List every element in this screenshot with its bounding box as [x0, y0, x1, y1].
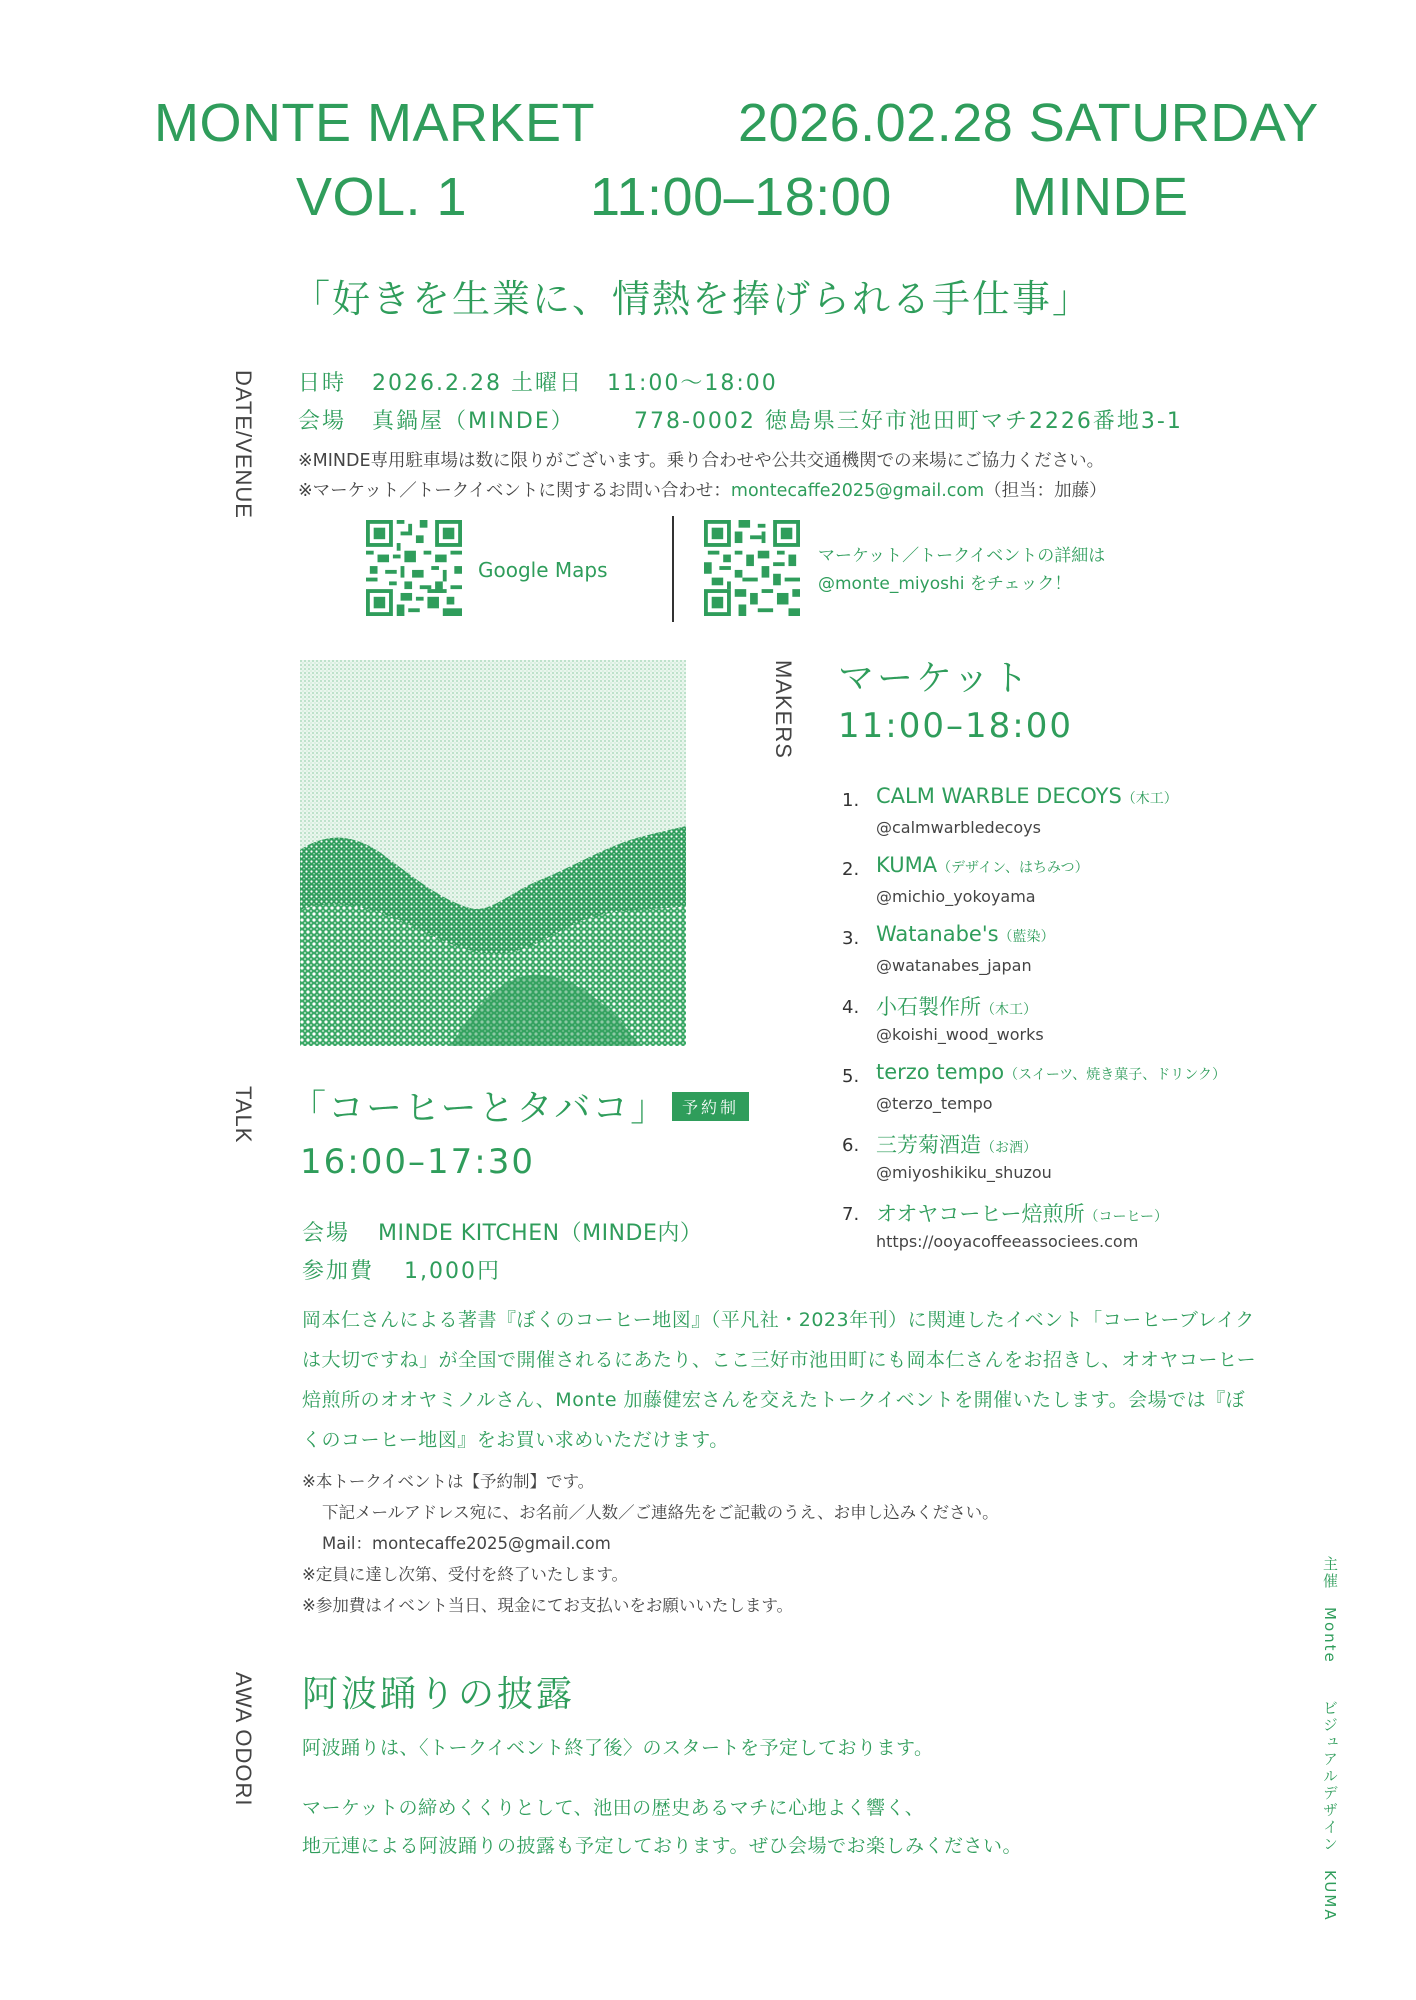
talk-title: 「コーヒーとタバコ」 — [290, 1088, 669, 1129]
venue-label: 会場 — [298, 409, 347, 434]
organizer-credit: 主催 Monte — [1321, 1556, 1339, 1664]
talk-fee-value: 1,000円 — [404, 1259, 501, 1284]
talk-venue-label: 会場 — [302, 1221, 351, 1246]
mountain-photo — [300, 660, 686, 1046]
maker-name — [876, 784, 1178, 808]
contact-email[interactable]: montecaffe2025@gmail.com — [730, 481, 985, 501]
maker-number: 2. — [842, 859, 860, 880]
maker-number: 6. — [842, 1135, 860, 1156]
venue-name: 真鍋屋（MINDE） — [372, 409, 575, 434]
maker-name — [876, 991, 1037, 1021]
maker-name — [876, 853, 1089, 877]
maker-name-text: 小石製作所 — [876, 995, 981, 1019]
qr-detail-line1: マーケット／トークイベントの詳細は — [818, 546, 1106, 566]
talk-time: 16:00–17:30 — [300, 1142, 535, 1182]
maker-name-text: KUMA — [876, 853, 938, 877]
maker-handle[interactable]: @michio_yokoyama — [876, 887, 1036, 906]
instagram-qr-code[interactable] — [704, 520, 800, 616]
maker-handle[interactable]: https://ooyacoffeeassociees.com — [876, 1232, 1139, 1251]
maker-category: （コーヒー） — [1084, 1209, 1168, 1225]
maker-name-text: CALM WARBLE DECOYS — [876, 784, 1122, 808]
talk-note-5: ※参加費はイベント当日、現金にてお支払いをお願いいたします。 — [302, 1596, 794, 1615]
maker-name — [876, 922, 1055, 946]
awa-odori-line3: 地元連による阿波踊りの披露も予定しております。ぜひ会場でお楽しみください。 — [302, 1835, 1022, 1857]
talk-note-2: 下記メールアドレス宛に、お名前／人数／ご連絡先をご記載のうえ、お申し込みください。 — [322, 1503, 999, 1522]
google-maps-qr-code[interactable] — [366, 520, 462, 616]
qr-detail-text — [818, 542, 1105, 598]
date-label: 日時 — [298, 371, 347, 396]
maker-handle[interactable]: @watanabes_japan — [876, 956, 1032, 975]
qr-divider — [672, 516, 674, 622]
maker-name-text: オオヤコーヒー焙煎所 — [876, 1202, 1085, 1226]
maker-category: （お酒） — [981, 1140, 1037, 1156]
section-label-talk: TALK — [231, 1086, 256, 1144]
talk-venue-value: MINDE KITCHEN（MINDE内） — [378, 1221, 703, 1246]
maker-category: （木工） — [1121, 791, 1178, 807]
maker-category: （デザイン、はちみつ） — [937, 860, 1089, 876]
maker-number: 3. — [842, 928, 860, 949]
event-venue: MINDE — [1012, 167, 1189, 227]
talk-description: 岡本仁さんによる著書『ぼくのコーヒー地図』（平凡社・2023年刊）に関連したイベント「コーヒーブレイクは大切ですね」が全国で開催されるにあたり、ここ三好市池田町にも岡本仁さんをお招きし、オオヤコーヒー焙煎所のオオヤミノルさん、Monte 加藤健宏さんを交えたトークイベントを開催いたします。会場では『ぼくのコーヒー地図』をお買い求めいただけます。 — [302, 1309, 1257, 1451]
tagline: 「好きを生業に、情熱を捧げられる手仕事」 — [292, 277, 1093, 321]
maker-category: （木工） — [981, 1002, 1037, 1018]
qr-detail-line2: @monte_miyoshi をチェック！ — [818, 574, 1072, 594]
awa-odori-title: 阿波踊りの披露 — [302, 1674, 576, 1715]
google-maps-label: Google Maps — [478, 558, 608, 582]
contact-note-prefix: ※マーケット／トークイベントに関するお問い合わせ： — [298, 481, 731, 501]
maker-handle[interactable]: @miyoshikiku_shuzou — [876, 1163, 1052, 1182]
maker-name — [876, 1129, 1037, 1159]
section-label-makers: MAKERS — [771, 660, 796, 759]
maker-category: （スイーツ、焼き菓子、ドリンク） — [1004, 1067, 1227, 1083]
maker-name-text: terzo tempo — [876, 1060, 1005, 1084]
maker-number: 7. — [842, 1204, 860, 1225]
event-date: 2026.02.28 SATURDAY — [738, 93, 1319, 153]
contact-note-suffix: （担当：加藤） — [984, 481, 1107, 501]
awa-odori-line2: マーケットの締めくくりとして、池田の歴史あるマチに心地よく響く、 — [302, 1797, 925, 1819]
makers-title: マーケット — [838, 658, 1032, 699]
makers-time: 11:00–18:00 — [838, 706, 1073, 746]
event-hours: 11:00–18:00 — [590, 167, 892, 227]
maker-name-text: 三芳菊酒造 — [876, 1133, 981, 1157]
maker-handle[interactable]: @koishi_wood_works — [876, 1025, 1044, 1044]
design-credit: ビジュアルデザイン KUMA — [1321, 1700, 1339, 1922]
event-name: MONTE MARKET — [154, 93, 596, 153]
talk-notes — [302, 1466, 999, 1621]
section-label-awa-odori: AWA ODORI — [231, 1672, 256, 1807]
maker-number: 4. — [842, 997, 860, 1018]
maker-handle[interactable]: @terzo_tempo — [876, 1094, 993, 1113]
talk-note-1: ※本トークイベントは【予約制】です。 — [302, 1472, 595, 1491]
maker-number: 5. — [842, 1066, 860, 1087]
talk-note-3[interactable]: Mail：montecaffe2025@gmail.com — [322, 1534, 611, 1553]
contact-note — [298, 477, 1107, 502]
maker-number: 1. — [842, 790, 860, 811]
awa-odori-line1: 阿波踊りは、〈トークイベント終了後〉のスタートを予定しております。 — [302, 1737, 934, 1759]
event-volume: VOL. 1 — [296, 167, 468, 227]
reservation-badge: 予約制 — [672, 1092, 749, 1121]
maker-name — [876, 1060, 1226, 1084]
maker-name-text: Watanabe's — [876, 922, 999, 946]
maker-name — [876, 1198, 1168, 1228]
talk-note-4: ※定員に達し次第、受付を終了いたします。 — [302, 1565, 629, 1584]
parking-note: ※MINDE専用駐車場は数に限りがございます。乗り合わせや公共交通機関での来場にご協力ください。 — [298, 451, 1105, 471]
talk-fee-label: 参加費 — [302, 1259, 375, 1284]
maker-handle[interactable]: @calmwarbledecoys — [876, 818, 1041, 837]
venue-address: 778-0002 徳島県三好市池田町マチ2226番地3-1 — [634, 409, 1183, 434]
date-value: 2026.2.28 土曜日 11:00〜18:00 — [372, 371, 778, 396]
maker-category: （藍染） — [998, 929, 1055, 945]
section-label-date-venue: DATE/VENUE — [231, 370, 256, 519]
